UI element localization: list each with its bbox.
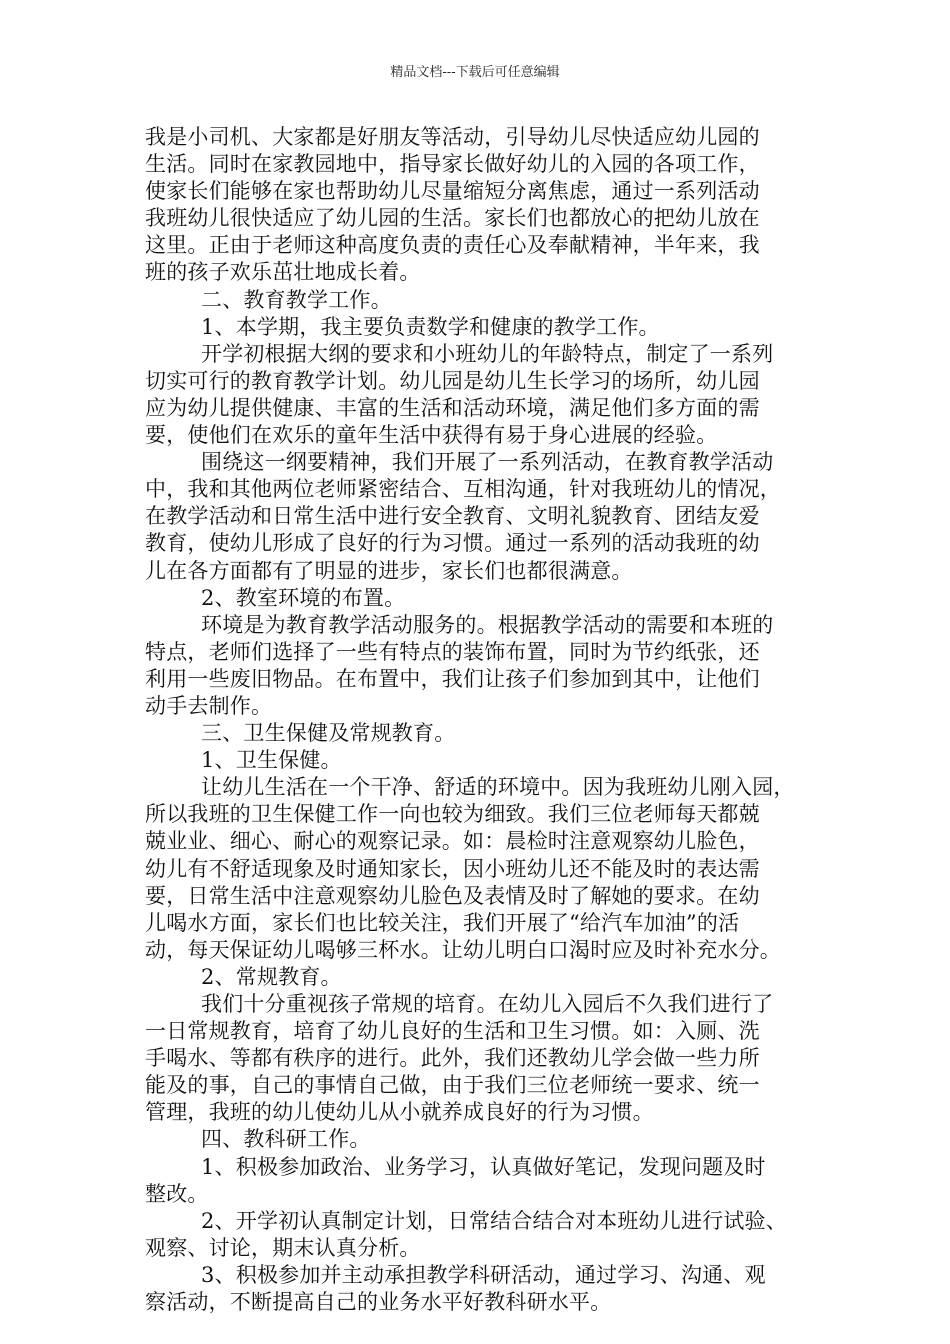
text-line: 生活。同时在家教园地中，指导家长做好幼儿的入园的各项工作，: [145, 152, 760, 177]
text-line: 围绕这一纲要精神，我们开展了一系列活动，在教育教学活动: [201, 450, 774, 475]
text-line: 应为幼儿提供健康、丰富的生活和活动环境，满足他们多方面的需: [145, 395, 760, 420]
text-line: 切实可行的教育教学计划。幼儿园是幼儿生长学习的场所，幼儿园: [145, 368, 760, 393]
text-line: 班的孩子欢乐茁壮地成长着。: [145, 260, 421, 285]
text-line: 环境是为教育教学活动服务的。根据教学活动的需要和本班的: [201, 612, 774, 637]
text-line: 1、本学期，我主要负责数学和健康的教学工作。: [201, 314, 660, 339]
text-line: 2、开学初认真制定计划，日常结合结合对本班幼儿进行试验、: [201, 1208, 787, 1233]
text-line: 能及的事，自己的事情自己做，由于我们三位老师统一要求、统一: [145, 1073, 760, 1098]
text-line: 动，每天保证幼儿喝够三杯水。让幼儿明白口渴时应及时补充水分。: [145, 937, 781, 962]
text-line: 观察、讨论，期末认真分析。: [145, 1235, 421, 1260]
text-line: 察活动，不断提高自己的业务水平好教科研水平。: [145, 1290, 612, 1315]
text-line: 幼儿有不舒适现象及时通知家长，因小班幼儿还不能及时的表达需: [145, 856, 760, 881]
text-line: 1、积极参加政治、业务学习，认真做好笔记，发现问题及时: [201, 1154, 766, 1179]
text-line: 教育，使幼儿形成了良好的行为习惯。通过一系列的活动我班的幼: [145, 531, 760, 556]
text-line: 四、教科研工作。: [201, 1127, 371, 1152]
text-line: 儿喝水方面，家长们也比较关注，我们开展了“给汽车加油”的活: [145, 910, 740, 935]
text-line: 我班幼儿很快适应了幼儿园的生活。家长们也都放心的把幼儿放在: [145, 206, 760, 231]
text-line: 三、卫生保健及常规教育。: [201, 721, 456, 746]
text-line: 整改。: [145, 1181, 209, 1206]
text-line: 中，我和其他两位老师紧密结合、互相沟通，针对我班幼儿的情况，: [145, 477, 781, 502]
text-line: 这里。正由于老师这种高度负责的责任心及奉献精神，半年来，我: [145, 233, 760, 258]
text-line: 二、教育教学工作。: [201, 287, 392, 312]
text-line: 兢业业、细心、耐心的观察记录。如：晨检时注意观察幼儿脸色，: [145, 829, 760, 854]
text-line: 利用一些废旧物品。在布置中，我们让孩子们参加到其中，让他们: [145, 666, 760, 691]
text-line: 儿在各方面都有了明显的进步，家长们也都很满意。: [145, 558, 633, 583]
text-line: 在教学活动和日常生活中进行安全教育、文明礼貌教育、团结友爱: [145, 504, 760, 529]
text-line: 要，日常生活中注意观察幼儿脸色及表情及时了解她的要求。在幼: [145, 883, 760, 908]
text-line: 手喝水、等都有秩序的进行。此外，我们还教幼儿学会做一些力所: [145, 1046, 760, 1071]
document-body: [145, 124, 805, 1316]
text-line: 特点，老师们选择了一些有特点的装饰布置，同时为节约纸张，还: [145, 639, 760, 664]
text-line: 我们十分重视孩子常规的培育。在幼儿入园后不久我们进行了: [201, 992, 774, 1016]
text-line: 一日常规教育，培育了幼儿良好的生活和卫生习惯。如：入厕、洗: [145, 1019, 760, 1044]
text-line: 2、教室环境的布置。: [201, 585, 406, 610]
text-line: 我是小司机、大家都是好朋友等活动，引导幼儿尽快适应幼儿园的: [145, 125, 760, 149]
text-line: 2、常规教育。: [201, 964, 342, 989]
page-header: 精品文档---下载后可任意编辑: [390, 65, 560, 80]
text-line: 让幼儿生活在一个干净、舒适的环境中。因为我班幼儿刚入园，: [201, 775, 795, 800]
text-line: 要，使他们在欢乐的童年生活中获得有易于身心进展的经验。: [145, 423, 718, 448]
text-line: 动手去制作。: [145, 693, 273, 718]
text-line: 所以我班的卫生保健工作一向也较为细致。我们三位老师每天都兢: [145, 802, 760, 827]
text-line: 3、积极参加并主动承担教学科研活动，通过学习、沟通、观: [201, 1262, 766, 1287]
text-line: 1、卫生保健。: [201, 748, 342, 773]
text-line: 开学初根据大纲的要求和小班幼儿的年龄特点，制定了一系列: [201, 341, 774, 366]
text-line: 使家长们能够在家也帮助幼儿尽量缩短分离焦虑，通过一系列活动: [145, 179, 760, 204]
text-line: 管理，我班的幼儿使幼儿从小就养成良好的行为习惯。: [145, 1100, 654, 1125]
